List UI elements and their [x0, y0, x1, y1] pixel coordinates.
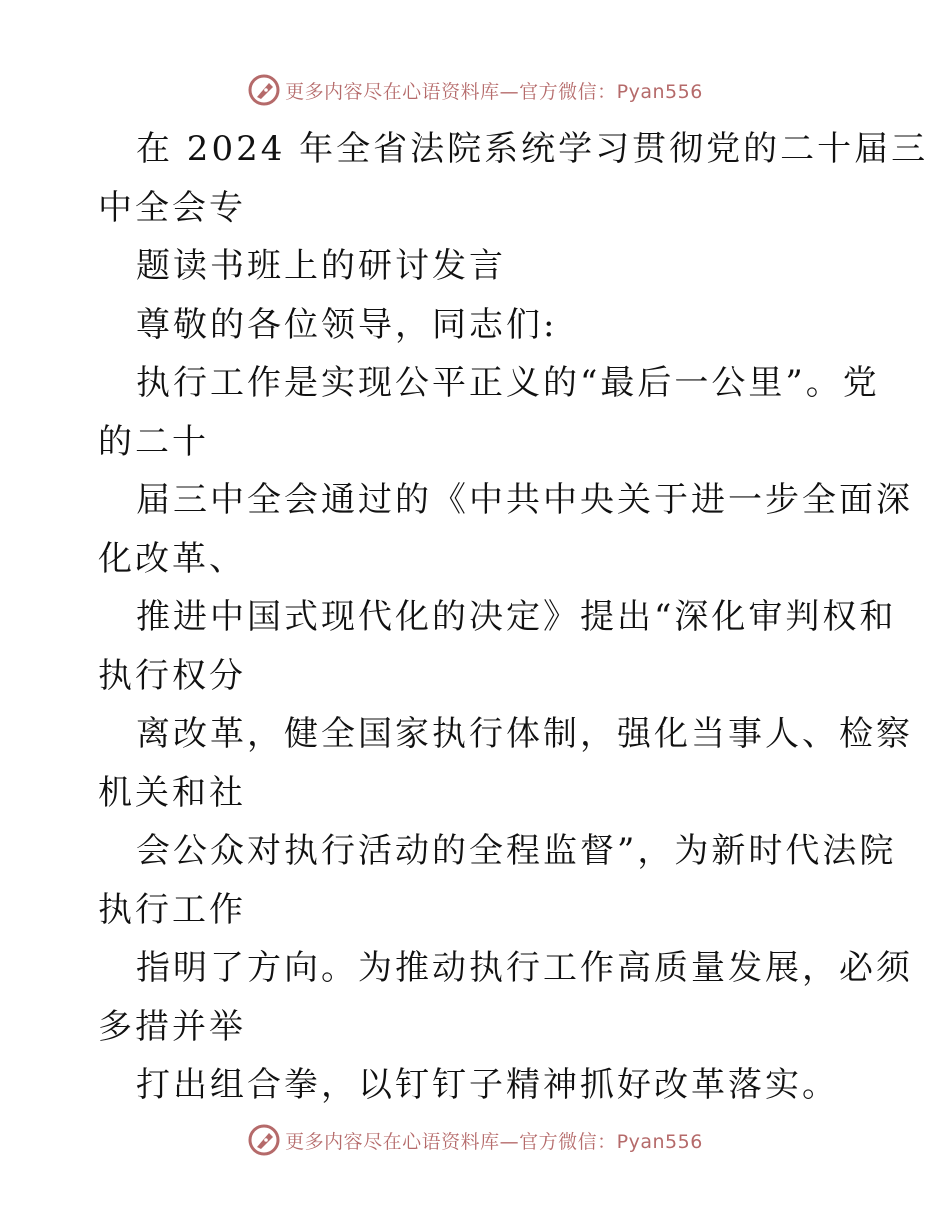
- title-line-1: 在 2024 年全省法院系统学习贯彻党的二十届三: [136, 129, 929, 169]
- paragraph-line: 化改革、: [98, 538, 246, 579]
- header-banner-text: 更多内容尽在心语资料库—官方微信：Pyan556: [285, 80, 703, 103]
- title-line-3: 题读书班上的研讨发言: [136, 246, 506, 286]
- footer-banner: [0, 1120, 950, 1160]
- paragraph-line: 执行工作是实现公平正义的“最后一公里”。党: [136, 363, 880, 403]
- title-line-2: 中全会专: [98, 187, 246, 228]
- salutation: 尊敬的各位领导，同志们:: [136, 304, 558, 345]
- paragraph-line: 执行权分: [98, 655, 246, 696]
- paragraph-line: 多措并举: [98, 1006, 246, 1047]
- paragraph-line: 推进中国式现代化的决定》提出“深化审判权和: [136, 597, 897, 637]
- paragraph-line: 离改革，健全国家执行体制，强化当事人、检察: [136, 714, 913, 754]
- pen-nib-logo-icon: [247, 73, 281, 107]
- paragraph-line: 执行工作: [98, 889, 246, 930]
- paragraph-line: 打出组合拳，以钉钉子精神抓好改革落实。: [136, 1065, 839, 1105]
- header-banner: [0, 70, 950, 110]
- paragraph-line: 机关和社: [98, 772, 246, 813]
- paragraph-line: 指明了方向。为推动执行工作高质量发展，必须: [136, 948, 913, 988]
- document-body: [98, 120, 929, 1115]
- paragraph-line: 会公众对执行活动的全程监督”，为新时代法院: [136, 831, 897, 871]
- paragraph-line: 的二十: [98, 421, 209, 462]
- footer-banner-text: 更多内容尽在心语资料库—官方微信：Pyan556: [285, 1130, 703, 1153]
- pen-nib-logo-icon: [247, 1123, 281, 1157]
- paragraph-line: 届三中全会通过的《中共中央关于进一步全面深: [136, 480, 913, 520]
